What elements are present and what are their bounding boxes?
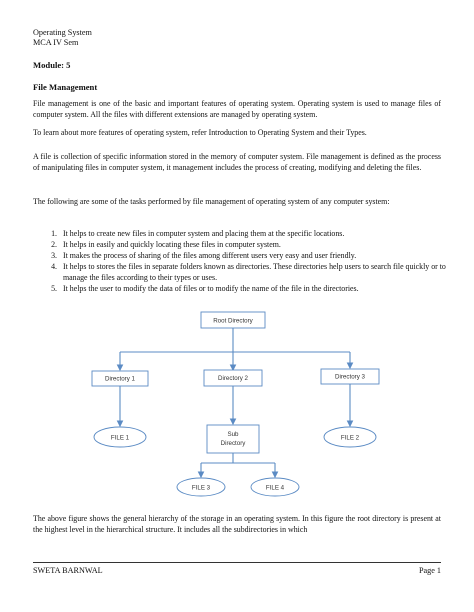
file-3-node <box>177 478 225 496</box>
tasks-list <box>33 228 459 294</box>
list-item: 2. It helps in easily and quickly locating these files in computer system. <box>59 239 459 250</box>
paragraph-learn-more: To learn about more features of operating system, refer Introduction to Operating System and their Types. <box>33 128 367 137</box>
footer-author: SWETA BARNWAL <box>33 566 103 575</box>
footer-divider <box>33 562 441 563</box>
sub-directory-node <box>207 425 259 453</box>
paragraph-figure-description: The above figure shows the general hierarchy of the storage in an operating system. In this figure the root directory is present at the highest level in the hierarchical structure. It includes all the subdirectories in which <box>33 514 441 534</box>
sub-directory-label-line2: Directory <box>220 440 246 447</box>
course-title: Operating System <box>33 28 92 37</box>
paragraph-tasks-intro: The following are some of the tasks performed by file management of operating system of any computer system: <box>33 197 390 206</box>
semester-label: MCA IV Sem <box>33 38 79 47</box>
directory-3-label: Directory 3 <box>335 373 365 381</box>
root-directory-label: Root Directory <box>213 317 253 325</box>
list-item: 3. It makes the process of sharing of the files among different users very easy and user friendly. <box>59 250 459 261</box>
directory-2-node <box>204 370 262 386</box>
paragraph-definition: A file is collection of specific information stored in the memory of computer system. File management is defined as the process of manipulating files in computer system, it management includes the process of creating, modifying and deleting the files. <box>33 152 441 172</box>
file-1-node <box>94 427 146 447</box>
directory-hierarchy-diagram <box>0 300 474 510</box>
directory-1-node <box>92 371 148 386</box>
paragraph-intro: File management is one of the basic and important features of operating system. Operating system is used to manage files of computer system. All the files with different extensions are managed by operating system. <box>33 99 441 119</box>
list-item: 5. It helps the user to modify the data of files or to modify the name of the file in the directories. <box>59 283 459 294</box>
file-4-node <box>251 478 299 496</box>
file-2-node <box>324 427 376 447</box>
file-3-label: FILE 3 <box>191 484 211 492</box>
list-item: 4. It helps to stores the files in separate folders known as directories. These directories help users to search file quickly or to manage the files according to their types or uses. <box>59 261 459 283</box>
file-2-label: FILE 2 <box>340 434 360 442</box>
list-item: 1. It helps to create new files in computer system and placing them at the specific locations. <box>59 228 459 239</box>
directory-1-label: Directory 1 <box>105 375 135 383</box>
section-title: File Management <box>33 82 98 92</box>
root-directory-node <box>201 312 265 328</box>
directory-2-label: Directory 2 <box>218 375 248 382</box>
sub-directory-label-line1: Sub <box>227 431 239 438</box>
module-title: Module: 5 <box>33 60 71 70</box>
file-1-label: FILE 1 <box>110 434 130 442</box>
file-4-label: FILE 4 <box>265 484 285 492</box>
footer-page-number: Page 1 <box>418 566 441 575</box>
directory-3-node <box>321 369 379 384</box>
